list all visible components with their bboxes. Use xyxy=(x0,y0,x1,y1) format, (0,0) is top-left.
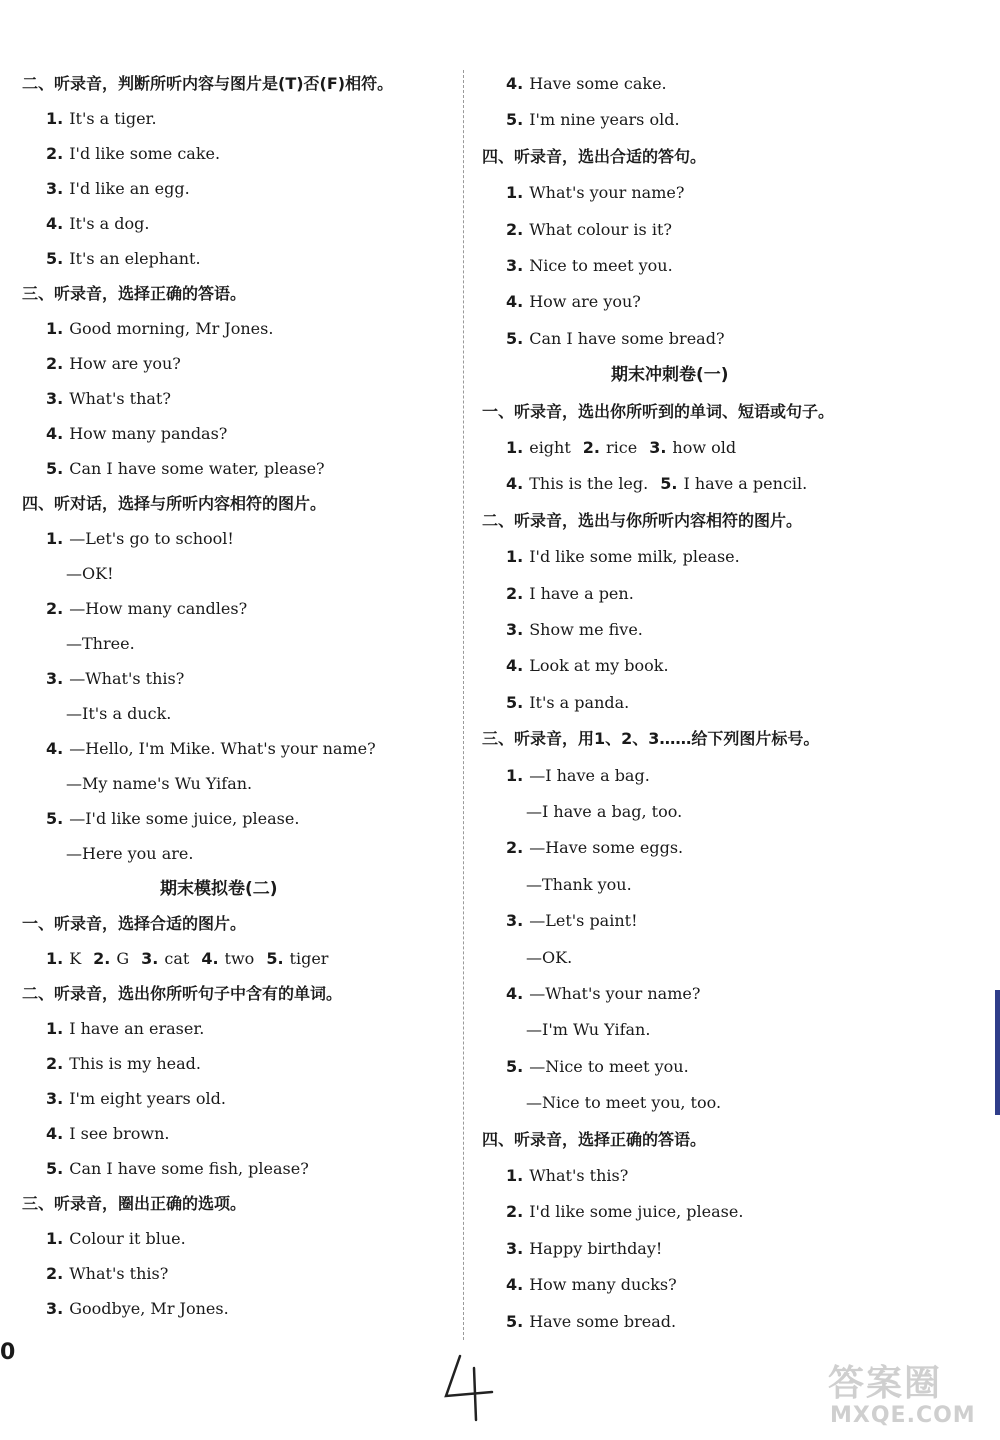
item-text: —Nice to meet you. xyxy=(529,1056,689,1076)
item-number: 2. xyxy=(582,438,600,457)
question-item xyxy=(506,74,667,94)
question-item xyxy=(506,766,650,786)
item-text: I see brown. xyxy=(69,1124,170,1143)
question-item xyxy=(506,292,641,312)
item-number: 1. xyxy=(506,438,524,457)
section-heading: 二、听录音，选出你所听句子中含有的单词。 xyxy=(22,984,343,1003)
item-number: 3. xyxy=(506,620,524,639)
item-number: 2. xyxy=(46,144,64,163)
item-number: 2. xyxy=(506,219,524,239)
item-text: This is the leg. xyxy=(529,474,649,494)
item-number: 3. xyxy=(506,1238,524,1258)
item-number: 5. xyxy=(506,110,524,130)
section-heading: 一、听录音，选出你所听到的单词、短语或句子。 xyxy=(482,401,835,421)
section-heading: 四、听录音，选出合适的答句。 xyxy=(482,146,707,166)
question-item xyxy=(46,319,273,339)
item-text: Good morning, Mr Jones. xyxy=(69,319,274,338)
item-number: 4. xyxy=(46,424,64,443)
item-number: 4. xyxy=(506,1275,524,1295)
question-item xyxy=(506,911,638,931)
item-text: eight xyxy=(529,438,571,457)
question-item xyxy=(46,1089,226,1109)
question-item xyxy=(46,529,234,549)
item-text: —Hello, I'm Mike. What's your name? xyxy=(69,739,376,758)
question-item xyxy=(46,1299,229,1319)
inline-item xyxy=(141,949,189,968)
item-text: I'd like an egg. xyxy=(69,179,190,198)
column-divider xyxy=(463,70,464,1340)
item-number: 1. xyxy=(506,765,524,785)
inline-item xyxy=(506,474,648,493)
item-number: 2. xyxy=(46,599,64,618)
item-text: I'd like some juice, please. xyxy=(529,1202,744,1222)
section-heading: 四、听对话，选择与所听内容相符的图片。 xyxy=(22,494,327,513)
inline-item xyxy=(506,438,571,457)
item-text: —What's this? xyxy=(69,669,185,688)
item-text: It's a tiger. xyxy=(69,109,157,128)
item-number: 1. xyxy=(46,109,64,128)
item-number: 1. xyxy=(506,183,524,203)
item-number: 2. xyxy=(506,838,524,858)
item-text: Nice to meet you. xyxy=(529,256,673,275)
question-item xyxy=(506,1312,676,1332)
question-item xyxy=(46,1054,201,1074)
question-item xyxy=(506,693,629,713)
item-text: What's your name? xyxy=(529,183,685,203)
item-text: Can I have some water, please? xyxy=(69,459,325,478)
item-text: I have a pen. xyxy=(529,583,634,603)
inline-item xyxy=(649,438,736,457)
question-item xyxy=(46,424,227,444)
item-text: I have an eraser. xyxy=(69,1019,205,1038)
item-number: 5. xyxy=(46,459,64,478)
item-text: Colour it blue. xyxy=(69,1229,186,1248)
item-number: 3. xyxy=(141,949,159,968)
item-text: Show me five. xyxy=(529,620,643,639)
item-text: —Let's paint! xyxy=(529,911,638,931)
section-heading: 一、听录音，选择合适的图片。 xyxy=(22,914,247,933)
item-text: tiger xyxy=(289,949,329,968)
question-item xyxy=(506,547,740,567)
item-number: 1. xyxy=(46,529,64,548)
dialog-reply: —Three. xyxy=(66,634,135,653)
inline-item xyxy=(660,474,807,493)
inline-item xyxy=(583,438,637,457)
item-text: cat xyxy=(164,949,190,968)
question-item xyxy=(46,109,157,129)
item-text: What colour is it? xyxy=(529,219,672,239)
item-number: 4. xyxy=(46,214,64,233)
item-number: 3. xyxy=(46,179,64,198)
question-item xyxy=(506,838,683,858)
item-text: It's a panda. xyxy=(529,692,630,712)
item-number: 3. xyxy=(649,438,667,457)
question-item xyxy=(506,1239,662,1259)
question-item xyxy=(46,459,325,479)
item-number: 4. xyxy=(506,984,524,1003)
section-heading: 三、听录音，选择正确的答语。 xyxy=(22,284,247,303)
item-text: G xyxy=(116,949,130,968)
question-item xyxy=(506,256,673,276)
question-item xyxy=(506,620,643,640)
item-text: What's this? xyxy=(69,1264,169,1283)
dialog-reply: —OK. xyxy=(526,947,573,967)
watermark-text: 答案圈 xyxy=(828,1363,943,1404)
question-item xyxy=(506,110,680,130)
item-text: two xyxy=(224,949,255,968)
item-text: How are you? xyxy=(529,292,641,312)
question-item xyxy=(506,220,672,240)
question-item xyxy=(506,329,725,349)
item-number: 3. xyxy=(46,669,64,688)
item-number: 3. xyxy=(46,1089,64,1108)
item-number: 1. xyxy=(46,949,64,968)
question-item xyxy=(506,656,669,676)
item-text: How many ducks? xyxy=(529,1275,677,1295)
item-text: Can I have some fish, please? xyxy=(69,1159,309,1178)
dialog-reply: —I'm Wu Yifan. xyxy=(526,1020,651,1040)
item-text: I'd like some cake. xyxy=(69,144,221,163)
question-item xyxy=(46,214,150,234)
item-text: What's this? xyxy=(529,1166,629,1185)
item-number: 5. xyxy=(46,249,64,268)
item-number: 2. xyxy=(46,1054,64,1073)
item-number: 2. xyxy=(46,354,64,373)
item-number: 4. xyxy=(506,656,524,676)
question-item xyxy=(46,809,299,829)
dialog-reply: —Thank you. xyxy=(526,874,632,894)
item-text: K xyxy=(69,949,82,968)
item-text: Have some bread. xyxy=(529,1311,677,1331)
handwritten-mark xyxy=(440,1352,496,1422)
edge-bar xyxy=(995,990,1000,1115)
question-item xyxy=(46,354,181,374)
item-text: I'm nine years old. xyxy=(529,110,680,130)
item-text: How are you? xyxy=(69,354,181,373)
section-heading: 三、听录音，圈出正确的选项。 xyxy=(22,1194,247,1213)
question-item xyxy=(506,984,700,1004)
question-item xyxy=(506,183,684,203)
watermark-url: MXQE.COM xyxy=(830,1403,976,1428)
inline-items xyxy=(506,438,748,458)
inline-items xyxy=(46,949,340,969)
item-number: 5. xyxy=(660,474,678,494)
item-number: 4. xyxy=(506,74,524,93)
question-item xyxy=(506,1057,689,1077)
question-item xyxy=(506,1202,743,1222)
inline-item xyxy=(46,949,81,968)
item-number: 1. xyxy=(506,547,524,567)
item-number: 2. xyxy=(506,1202,524,1222)
item-number: 1. xyxy=(506,1166,524,1185)
item-number: 3. xyxy=(46,389,64,408)
item-text: —Let's go to school! xyxy=(69,529,234,548)
item-number: 5. xyxy=(46,809,64,828)
item-number: 5. xyxy=(506,1056,524,1076)
item-text: I'm eight years old. xyxy=(69,1089,226,1108)
section-heading: 四、听录音，选择正确的答语。 xyxy=(482,1129,707,1149)
item-number: 5. xyxy=(506,328,524,348)
item-text: This is my head. xyxy=(69,1054,201,1073)
question-item xyxy=(46,669,184,689)
item-text: It's a dog. xyxy=(69,214,150,233)
section-heading: 三、听录音，用1、2、3……给下列图片标号。 xyxy=(482,729,820,749)
item-text: —I'd like some juice, please. xyxy=(69,809,300,828)
item-number: 1. xyxy=(46,1229,64,1248)
inline-item xyxy=(201,949,254,968)
item-text: I have a pencil. xyxy=(683,474,808,494)
paper-title: 期末冲刺卷(一) xyxy=(611,365,729,386)
inline-item xyxy=(266,949,328,968)
watermark-logo xyxy=(820,1355,995,1435)
item-text: Happy birthday! xyxy=(529,1238,663,1258)
item-text: rice xyxy=(606,438,638,457)
item-number: 3. xyxy=(46,1299,64,1318)
item-number: 3. xyxy=(506,911,524,931)
inline-item xyxy=(93,949,129,968)
item-number: 4. xyxy=(46,1124,64,1143)
paper-title: 期末模拟卷(二) xyxy=(160,879,278,899)
question-item xyxy=(506,584,634,604)
item-text: What's that? xyxy=(69,389,171,408)
item-number: 2. xyxy=(46,1264,64,1283)
item-text: —How many candles? xyxy=(69,599,248,618)
item-text: How many pandas? xyxy=(69,424,228,443)
item-text: —What's your name? xyxy=(529,984,701,1003)
item-number: 5. xyxy=(506,692,524,712)
question-item xyxy=(46,179,190,199)
dialog-reply: —Nice to meet you, too. xyxy=(526,1093,722,1113)
item-number: 5. xyxy=(46,1159,64,1178)
item-number: 4. xyxy=(506,292,524,312)
question-item xyxy=(506,1166,628,1186)
dialog-reply: —Here you are. xyxy=(66,844,194,863)
item-text: Look at my book. xyxy=(529,656,669,676)
question-item xyxy=(46,1019,204,1039)
item-text: Have some cake. xyxy=(529,74,667,93)
item-text: —I have a bag. xyxy=(529,765,650,785)
question-item xyxy=(46,599,247,619)
dialog-reply: —It's a duck. xyxy=(66,704,172,723)
item-number: 4. xyxy=(201,949,219,968)
question-item xyxy=(506,1275,677,1295)
dialog-reply: —I have a bag, too. xyxy=(526,802,683,821)
item-number: 4. xyxy=(46,739,64,758)
question-item xyxy=(46,1229,186,1249)
question-item xyxy=(46,1264,168,1284)
page-number: 0 xyxy=(0,1340,16,1365)
dialog-reply: —OK! xyxy=(66,564,114,583)
item-number: 3. xyxy=(506,256,524,275)
item-text: I'd like some milk, please. xyxy=(529,547,740,567)
item-number: 5. xyxy=(506,1311,524,1331)
question-item xyxy=(46,739,376,759)
section-heading: 二、听录音，判断所听内容与图片是(T)否(F)相符。 xyxy=(22,74,394,93)
item-text: how old xyxy=(672,438,737,457)
dialog-reply: —My name's Wu Yifan. xyxy=(66,774,253,793)
question-item xyxy=(46,249,201,269)
item-number: 2. xyxy=(93,949,111,968)
question-item xyxy=(46,1124,169,1144)
item-number: 4. xyxy=(506,474,524,494)
item-number: 1. xyxy=(46,1019,64,1038)
item-number: 1. xyxy=(46,319,64,338)
question-item xyxy=(46,1159,309,1179)
item-text: Can I have some bread? xyxy=(529,328,725,348)
question-item xyxy=(46,389,171,409)
item-text: Goodbye, Mr Jones. xyxy=(69,1299,229,1318)
item-number: 5. xyxy=(266,949,284,968)
question-item xyxy=(46,144,220,164)
item-text: —Have some eggs. xyxy=(529,838,684,858)
inline-items xyxy=(506,474,819,494)
item-text: It's an elephant. xyxy=(69,249,201,268)
item-number: 2. xyxy=(506,583,524,603)
section-heading: 二、听录音，选出与你所听内容相符的图片。 xyxy=(482,510,803,530)
